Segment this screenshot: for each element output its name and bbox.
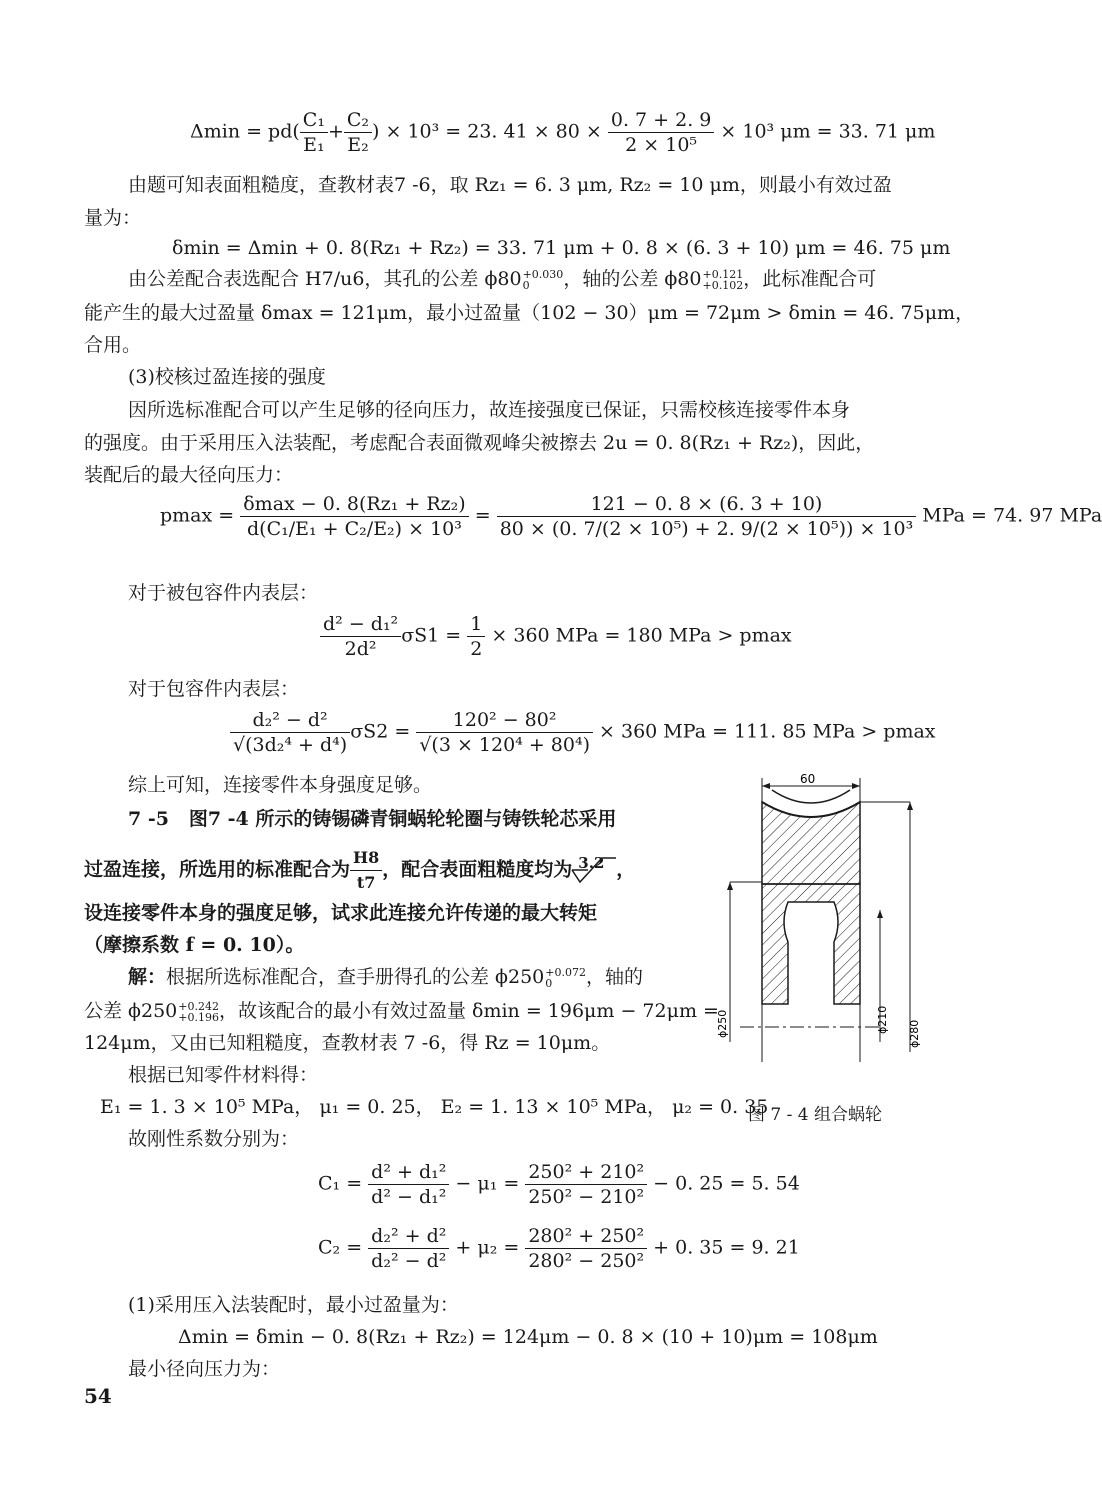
paragraph: 的强度。由于采用压入法装配，考虑配合表面微观峰尖被擦去 2u = 0. 8(Rz₁ + Rz₂)，因此， <box>84 432 875 454</box>
problem-line: 7 -5 图7 -4 所示的铸锡磷青铜蜗轮轮圈与铸铁轮芯采用 <box>128 808 617 830</box>
equation-delta-min-press: Δmin = δmin − 0. 8(Rz₁ + Rz₂) = 124μm − 0. 8 × (10 + 10)μm = 108μm <box>178 1326 878 1348</box>
paragraph: 对于被包容件内表层： <box>128 582 319 604</box>
problem-line: （摩擦系数 f = 0. 10）。 <box>84 934 305 956</box>
equation-delta-min-effective: δmin = Δmin + 0. 8(Rz₁ + Rz₂) = 33. 71 μm + 0. 8 × (6. 3 + 10) μm = 46. 75 μm <box>172 237 951 259</box>
problem-line: 过盈连接，所选用的标准配合为 $\frac{H8}{t7}$ ，配合表面粗糙度均为 3.2 ， <box>84 848 636 892</box>
paragraph: 124μm，又由已知粗糙度，查教材表 7 -6，得 Rz = 10μm。 <box>84 1032 611 1054</box>
paragraph: 合用。 <box>84 334 142 356</box>
paragraph: 对于包容件内表层： <box>128 678 300 700</box>
problem-line: 设连接零件本身的强度足够，试求此连接允许传递的最大转矩 <box>84 902 598 924</box>
paragraph: 解：根据所选标准配合，查手册得孔的公差 ϕ250 +0.072 0 ，轴的 <box>128 966 644 990</box>
dim-280: ϕ280 <box>908 1019 921 1048</box>
paragraph: (1)采用压入法装配时，最小过盈量为： <box>128 1294 459 1316</box>
equation-c2: C₂ = $\frac{\text{d₂² + d²}}{\text{d₂² − d²}}$ + μ₂ = $\frac{\text{280² + 250²}}{\text{280² − 250²}}$ + 0. 35 = 9. 21 <box>318 1225 800 1272</box>
paragraph: 由公差配合表选配合 H7/u6，其孔的公差 ϕ80 +0.030 0 ，轴的公差 ϕ80 +0.121 +0.102 ，此标准配合可 <box>128 268 877 292</box>
paragraph: 由题可知表面粗糙度，查教材表7 -6，取 Rz₁ = 6. 3 μm, Rz₂ = 10 μm，则最小有效过盈 <box>128 174 892 196</box>
worm-wheel-figure <box>716 772 960 1092</box>
paragraph: 最小径向压力为： <box>128 1358 281 1380</box>
dim-210: ϕ210 <box>876 1005 889 1034</box>
paragraph: 量为： <box>84 207 142 229</box>
dim-60: 60 <box>800 772 816 786</box>
paragraph: 能产生的最大过盈量 δmax = 121μm，最小过盈量（102 − 30）μm = 72μm > δmin = 46. 75μm， <box>84 302 975 324</box>
page-number: 54 <box>84 1384 112 1408</box>
figure-caption: 图 7 - 4 组合蜗轮 <box>748 1105 882 1125</box>
equation-inner-stress: $\frac{\text{d² − d₁²}}{\text{2d²}}$ σS1 = $\frac{1}{2}$ × 360 MPa = 180 MPa > pmax <box>320 612 792 661</box>
equation-pmax: pmax = δmax − 0. 8(Rz₁ + Rz₂) d(C₁/E₁ + C₂/E₂) × 10³ = $\frac{121 - 0. 8 \times (6. 3 + 10)}{\text{80 × (0. 7/(2 × 10⁵) + 2. 9/(2 × 10⁵)) × 10³}}$ MPa = 74. 97 MPa <box>160 493 1102 540</box>
section-heading: (3)校核过盈连接的强度 <box>128 366 326 388</box>
paragraph: 根据已知零件材料得： <box>128 1064 319 1086</box>
equation-c1: C₁ = $\frac{\text{d² + d₁²}}{\text{d² − d₁²}}$ − μ₁ = $\frac{\text{250² + 210²}}{\text{250² − 210²}}$ − 0. 25 = 5. 54 <box>318 1161 800 1208</box>
paragraph: 故刚性系数分别为： <box>128 1128 300 1150</box>
paragraph: 因所选标准配合可以产生足够的径向压力，故连接强度已保证，只需校核连接零件本身 <box>128 399 851 421</box>
equation-outer-stress: $\frac{\text{d₂² − d²}}{\text{√(3d₂⁴ + d⁴)}}$ σS2 = $\frac{\text{120² − 80²}}{\text{√(3 × 120⁴ + 80⁴)}}$ × 360 MPa = 111. 85 MPa > pmax <box>230 708 936 757</box>
paragraph: E₁ = 1. 3 × 10⁵ MPa， μ₁ = 0. 25， E₂ = 1. 13 × 10⁵ MPa， μ₂ = 0. 35 <box>100 1096 769 1118</box>
paragraph: 综上可知，连接零件本身强度足够。 <box>128 774 433 796</box>
roughness-symbol: 3.2 <box>572 858 616 884</box>
paragraph: 公差 ϕ250 +0.242 +0.196 ，故该配合的最小有效过盈量 δmin = 196μm − 72μm = <box>84 1000 719 1024</box>
equation-delta-min: Δmin = pd( $\frac{\text{C₁}}{\text{E₁}}$ + $\frac{\text{C₂}}{\text{E₂}}$ ) × 10³ = 23. 41 × 80 × $\frac{0. 7 + 2. 9}{\text{2 × 10⁵}}$ × 10³ μm = 33. 71 μm <box>190 109 936 156</box>
dim-250: ϕ250 <box>716 1009 729 1038</box>
paragraph: 装配后的最大径向压力： <box>84 464 294 486</box>
